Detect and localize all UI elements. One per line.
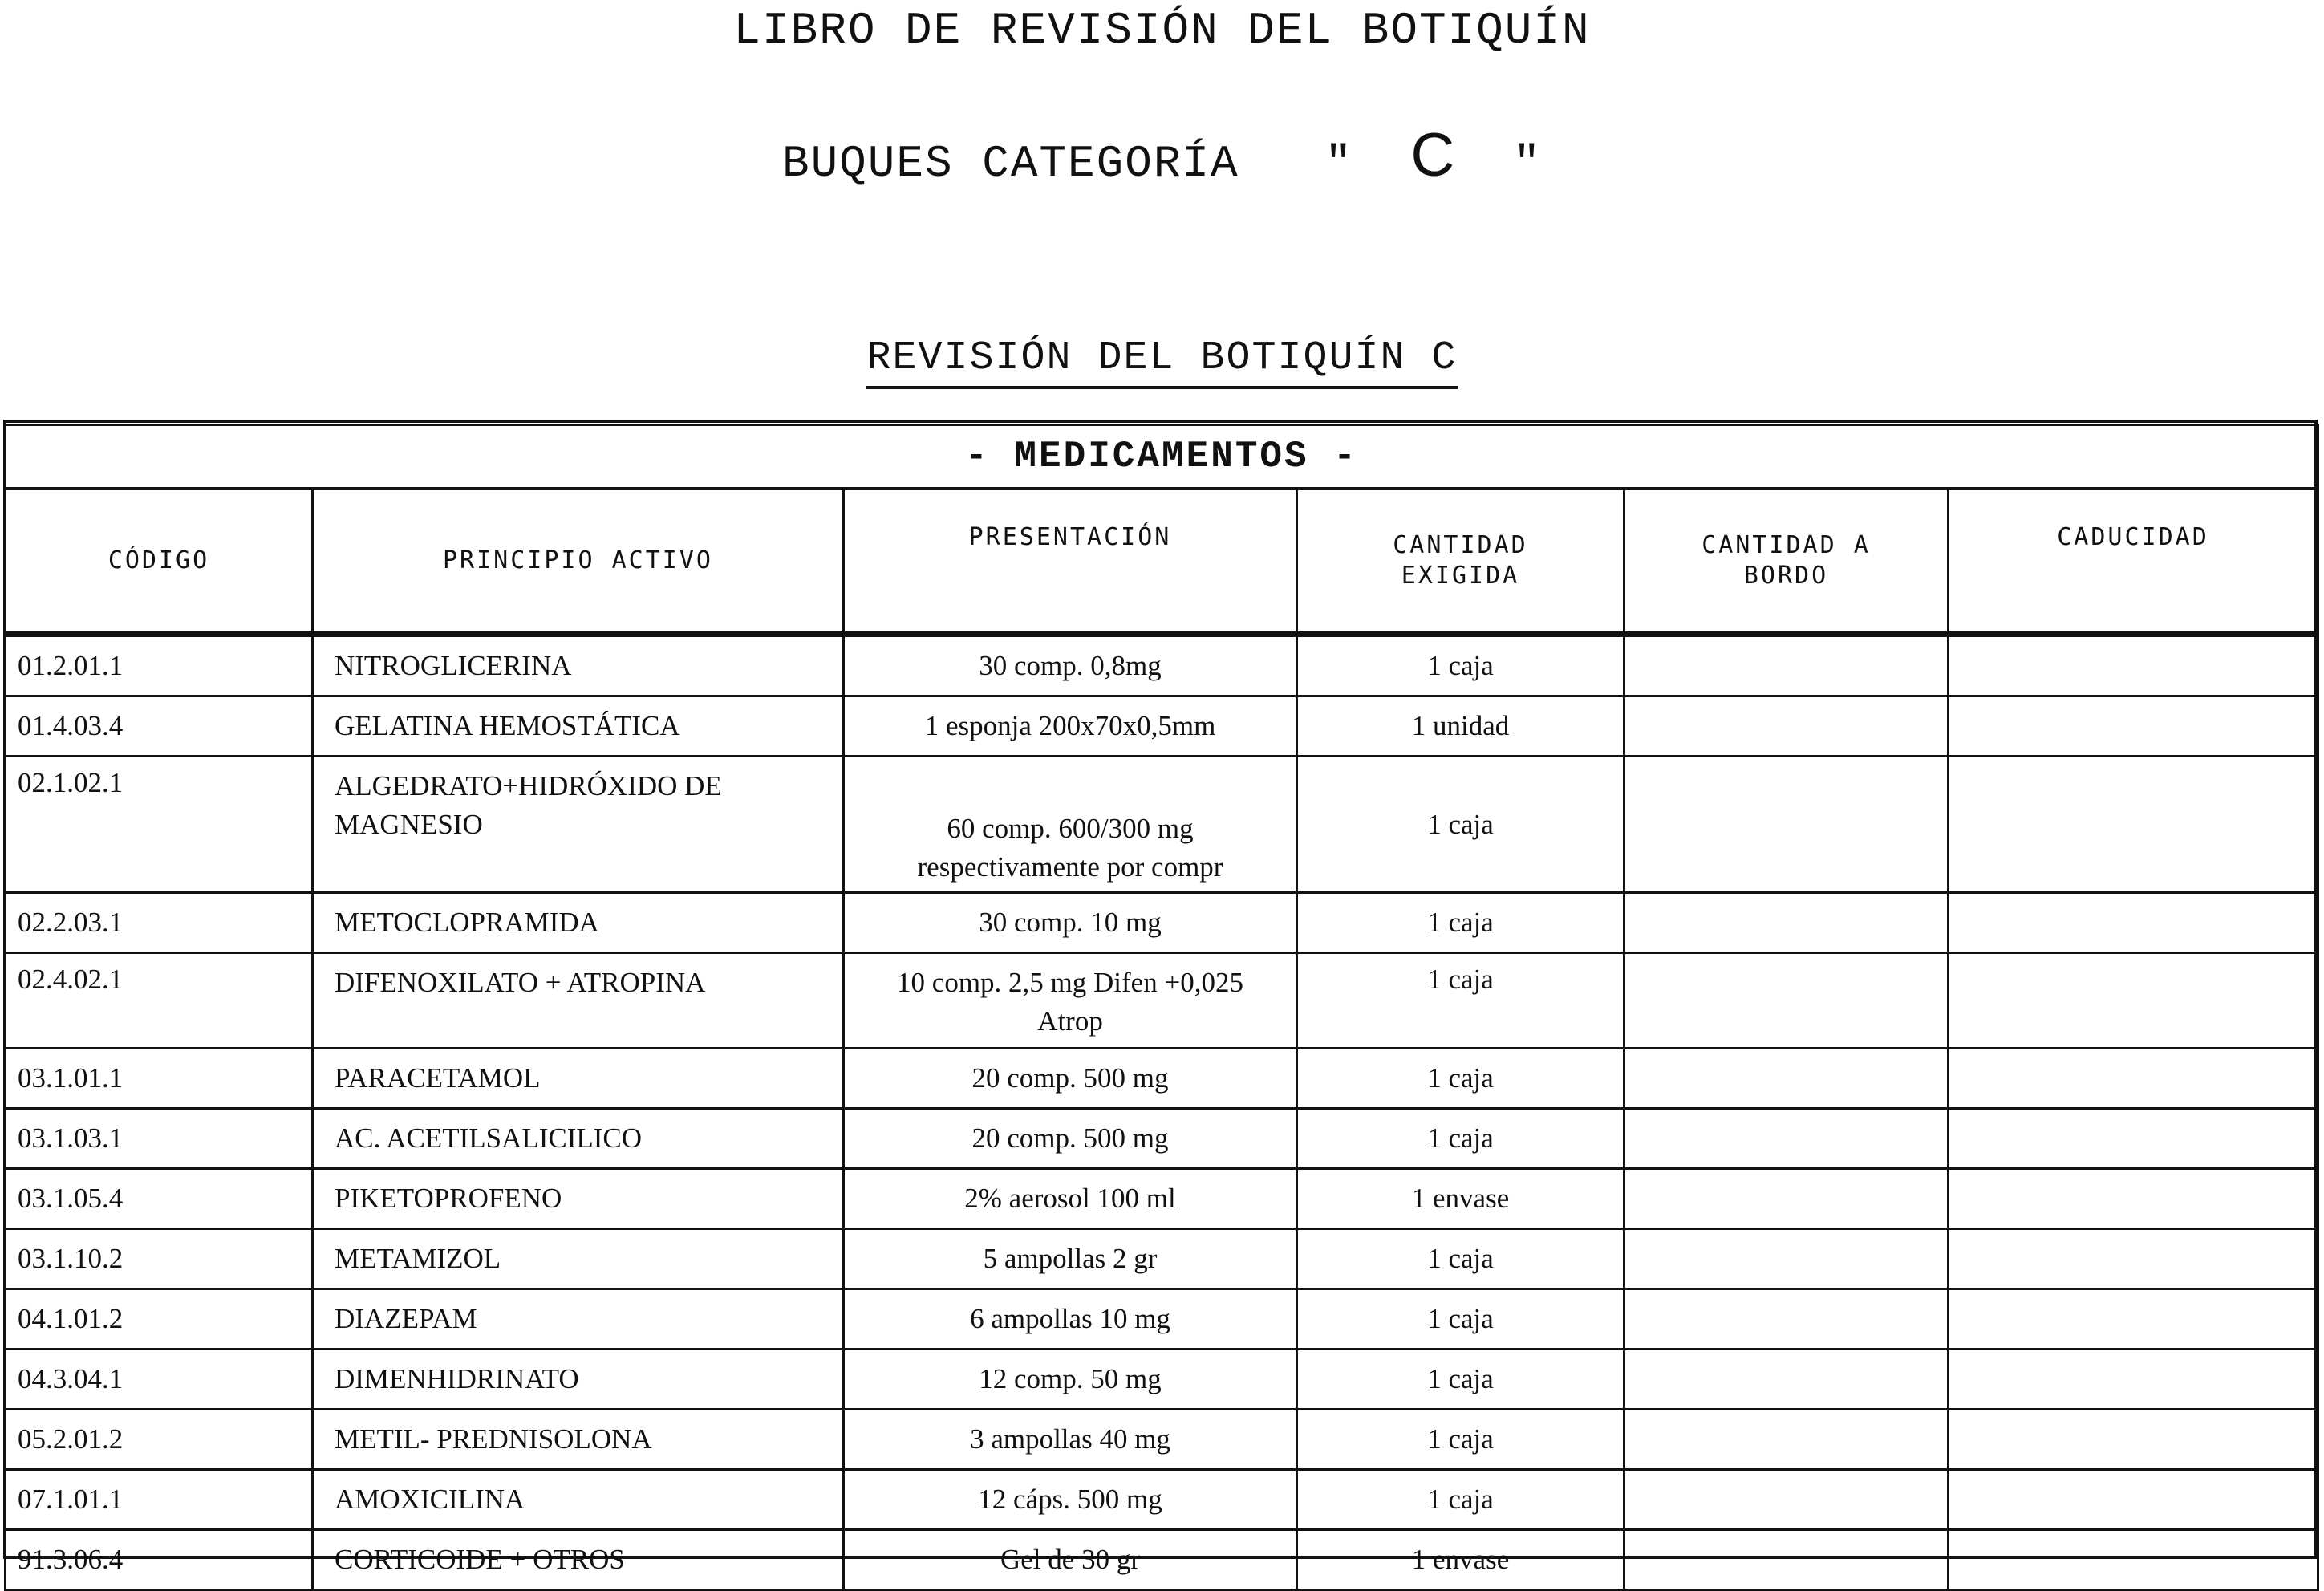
principio-value: DIAZEPAM (335, 1303, 477, 1334)
header-codigo: CÓDIGO (6, 489, 313, 635)
cell-cantidad-exigida (1297, 1410, 1624, 1470)
cell-presentacion (844, 1530, 1297, 1590)
cell-codigo (6, 757, 313, 893)
cell-principio-activo (313, 1530, 844, 1590)
cell-cantidad-a-bordo (1624, 1229, 1949, 1289)
cell-principio-activo (313, 696, 844, 757)
cantidad-exigida-value: 1 caja (1427, 907, 1494, 938)
codigo-value: 01.2.01.1 (18, 650, 124, 681)
cell-presentacion (844, 1229, 1297, 1289)
cell-presentacion (844, 1109, 1297, 1169)
cell-principio-activo (313, 1410, 844, 1470)
category-letter: C (1410, 121, 1457, 189)
cell-presentacion (844, 1289, 1297, 1350)
cell-caducidad (1949, 635, 2318, 696)
cell-principio-activo (313, 953, 844, 1049)
cell-cantidad-exigida (1297, 1470, 1624, 1530)
subtitle-prefix: BUQUES CATEGORÍA (781, 138, 1239, 189)
cantidad-exigida-value: 1 caja (1427, 1062, 1494, 1094)
cell-codigo (6, 635, 313, 696)
cell-principio-activo (313, 1049, 844, 1109)
cell-cantidad-exigida (1297, 635, 1624, 696)
header-cantidad-a-bordo (1624, 489, 1949, 635)
codigo-value: 03.1.01.1 (18, 1062, 124, 1094)
cell-caducidad (1949, 1109, 2318, 1169)
cell-caducidad (1949, 893, 2318, 953)
header-principio-activo: PRINCIPIO ACTIVO (313, 489, 844, 635)
table-row (6, 635, 2318, 696)
cell-cantidad-a-bordo (1624, 1350, 1949, 1410)
codigo-value: 01.4.03.4 (18, 710, 124, 741)
codigo-value: 07.1.01.1 (18, 1483, 124, 1515)
cell-cantidad-a-bordo (1624, 1530, 1949, 1590)
principio-value: PIKETOPROFENO (335, 1183, 562, 1214)
cell-caducidad (1949, 953, 2318, 1049)
cell-cantidad-exigida (1297, 696, 1624, 757)
cell-codigo (6, 1109, 313, 1169)
cell-principio-activo (313, 1470, 844, 1530)
cell-presentacion (844, 696, 1297, 757)
principio-value: CORTICOIDE + OTROS (335, 1544, 625, 1575)
presentacion-value: 5 ampollas 2 gr (983, 1243, 1158, 1274)
cell-cantidad-exigida (1297, 893, 1624, 953)
cell-cantidad-exigida (1297, 1109, 1624, 1169)
medication-table (4, 424, 2319, 1591)
cell-cantidad-exigida (1297, 757, 1624, 893)
header-exigida-line1: CANTIDAD (1393, 531, 1528, 559)
table-row (6, 1410, 2318, 1470)
table-row (6, 696, 2318, 757)
section-title (0, 335, 2324, 381)
table-row (6, 1470, 2318, 1530)
table-row (6, 1169, 2318, 1229)
cell-cantidad-a-bordo (1624, 1470, 1949, 1530)
presentacion-value: 1 esponja 200x70x0,5mm (924, 710, 1216, 741)
section-header: - MEDICAMENTOS - (6, 425, 2318, 489)
cell-presentacion (844, 1350, 1297, 1410)
presentacion-value: 20 comp. 500 mg (971, 1122, 1169, 1154)
header-abordo-line2: BORDO (1743, 562, 1829, 590)
cell-codigo (6, 1049, 313, 1109)
header-abordo-line1: CANTIDAD A (1701, 531, 1871, 559)
table-row (6, 1350, 2318, 1410)
cell-cantidad-a-bordo (1624, 1169, 1949, 1229)
cell-codigo (6, 1289, 313, 1350)
cell-presentacion (844, 1169, 1297, 1229)
principio-value: AMOXICILINA (335, 1483, 525, 1515)
cell-cantidad-a-bordo (1624, 635, 1949, 696)
codigo-value: 04.3.04.1 (18, 1363, 124, 1394)
codigo-value: 05.2.01.2 (18, 1423, 124, 1455)
cell-codigo (6, 1530, 313, 1590)
codigo-value: 91.3.06.4 (18, 1544, 124, 1575)
principio-value: DIMENHIDRINATO (335, 1363, 579, 1394)
presentacion-value: 60 comp. 600/300 mg (947, 813, 1194, 844)
cell-cantidad-exigida (1297, 1049, 1624, 1109)
cell-presentacion (844, 757, 1297, 893)
codigo-value: 04.1.01.2 (18, 1303, 124, 1334)
principio-value: DIFENOXILATO + ATROPINA (335, 967, 706, 998)
cell-cantidad-a-bordo (1624, 1049, 1949, 1109)
cell-codigo (6, 696, 313, 757)
cell-caducidad (1949, 1410, 2318, 1470)
cell-codigo (6, 1229, 313, 1289)
principio-value: AC. ACETILSALICILICO (335, 1122, 643, 1154)
codigo-value: 03.1.05.4 (18, 1183, 124, 1214)
cell-codigo (6, 953, 313, 1049)
presentacion-value: Gel de 30 gr (1000, 1544, 1140, 1575)
cell-caducidad (1949, 1289, 2318, 1350)
cell-principio-activo (313, 1109, 844, 1169)
table-row (6, 1289, 2318, 1350)
cell-codigo (6, 1350, 313, 1410)
cell-caducidad (1949, 1470, 2318, 1530)
principio-value-line2: MAGNESIO (335, 809, 483, 840)
cantidad-exigida-value: 1 caja (1427, 1423, 1494, 1455)
cantidad-exigida-value: 1 caja (1427, 808, 1494, 840)
cell-caducidad (1949, 1350, 2318, 1410)
cell-caducidad (1949, 757, 2318, 893)
cell-presentacion (844, 1049, 1297, 1109)
open-quote: " (1324, 138, 1354, 189)
cell-cantidad-exigida (1297, 1350, 1624, 1410)
cantidad-exigida-value: 1 caja (1427, 964, 1494, 995)
presentacion-value-line2: respectivamente por compr (917, 851, 1223, 883)
cell-caducidad (1949, 1169, 2318, 1229)
table-row (6, 953, 2318, 1049)
principio-value: GELATINA HEMOSTÁTICA (335, 710, 680, 741)
table-row (6, 757, 2318, 893)
cantidad-exigida-value: 1 caja (1427, 1122, 1494, 1154)
presentacion-value: 12 comp. 50 mg (979, 1363, 1162, 1394)
cell-cantidad-a-bordo (1624, 893, 1949, 953)
presentacion-value: 12 cáps. 500 mg (978, 1483, 1162, 1515)
cell-codigo (6, 1169, 313, 1229)
cell-caducidad (1949, 1229, 2318, 1289)
principio-value: METOCLOPRAMIDA (335, 907, 599, 938)
codigo-value: 02.1.02.1 (18, 767, 124, 798)
presentacion-value: 6 ampollas 10 mg (970, 1303, 1170, 1334)
cantidad-exigida-value: 1 envase (1411, 1183, 1510, 1214)
cell-cantidad-a-bordo (1624, 1410, 1949, 1470)
cell-principio-activo (313, 1229, 844, 1289)
cantidad-exigida-value: 1 caja (1427, 1303, 1494, 1334)
cell-cantidad-exigida (1297, 1289, 1624, 1350)
cell-cantidad-exigida (1297, 953, 1624, 1049)
document-title: LIBRO DE REVISIÓN DEL BOTIQUÍN (733, 5, 1591, 56)
codigo-value: 03.1.03.1 (18, 1122, 124, 1154)
principio-value: ALGEDRATO+HIDRÓXIDO DE (335, 770, 722, 802)
cell-principio-activo (313, 893, 844, 953)
cell-codigo (6, 893, 313, 953)
cell-principio-activo (313, 757, 844, 893)
principio-value: METAMIZOL (335, 1243, 501, 1274)
cell-cantidad-a-bordo (1624, 696, 1949, 757)
cantidad-exigida-value: 1 caja (1427, 1363, 1494, 1394)
cell-presentacion (844, 635, 1297, 696)
codigo-value: 02.2.03.1 (18, 907, 124, 938)
principio-value: NITROGLICERINA (335, 650, 572, 681)
presentacion-value: 3 ampollas 40 mg (970, 1423, 1170, 1455)
table-row (6, 1109, 2318, 1169)
cell-cantidad-exigida (1297, 1229, 1624, 1289)
table-row (6, 893, 2318, 953)
presentacion-value: 30 comp. 10 mg (979, 907, 1162, 938)
presentacion-value: 20 comp. 500 mg (971, 1062, 1169, 1094)
cantidad-exigida-value: 1 envase (1411, 1544, 1510, 1575)
principio-value: METIL- PREDNISOLONA (335, 1423, 652, 1455)
header-caducidad: CADUCIDAD (1949, 489, 2318, 635)
cantidad-exigida-value: 1 caja (1427, 1483, 1494, 1515)
cell-presentacion (844, 1410, 1297, 1470)
cell-presentacion (844, 1470, 1297, 1530)
presentacion-value: 2% aerosol 100 ml (964, 1183, 1176, 1214)
presentacion-value-line2: Atrop (1037, 1005, 1103, 1037)
document-subtitle (0, 120, 2324, 190)
cell-cantidad-exigida (1297, 1169, 1624, 1229)
cell-cantidad-a-bordo (1624, 1109, 1949, 1169)
cell-presentacion (844, 953, 1297, 1049)
cell-caducidad (1949, 696, 2318, 757)
section-title-text: REVISIÓN DEL BOTIQUÍN C (866, 335, 1457, 389)
cell-cantidad-a-bordo (1624, 757, 1949, 893)
codigo-value: 02.4.02.1 (18, 964, 124, 995)
presentacion-value: 30 comp. 0,8mg (979, 650, 1162, 681)
header-exigida-line2: EXIGIDA (1401, 562, 1520, 590)
codigo-value: 03.1.10.2 (18, 1243, 124, 1274)
presentacion-value: 10 comp. 2,5 mg Difen +0,025 (897, 967, 1243, 998)
cell-codigo (6, 1410, 313, 1470)
cell-caducidad (1949, 1049, 2318, 1109)
cell-cantidad-exigida (1297, 1530, 1624, 1590)
close-quote: " (1513, 138, 1543, 189)
cell-caducidad (1949, 1530, 2318, 1590)
cantidad-exigida-value: 1 unidad (1411, 710, 1510, 741)
cell-principio-activo (313, 1169, 844, 1229)
table-row (6, 1229, 2318, 1289)
cell-codigo (6, 1470, 313, 1530)
cantidad-exigida-value: 1 caja (1427, 650, 1494, 681)
cell-principio-activo (313, 635, 844, 696)
cell-presentacion (844, 893, 1297, 953)
cell-cantidad-a-bordo (1624, 953, 1949, 1049)
header-presentacion: PRESENTACIÓN (844, 489, 1297, 635)
header-cantidad-exigida (1297, 489, 1624, 635)
principio-value: PARACETAMOL (335, 1062, 541, 1094)
cantidad-exigida-value: 1 caja (1427, 1243, 1494, 1274)
cell-principio-activo (313, 1289, 844, 1350)
cell-cantidad-a-bordo (1624, 1289, 1949, 1350)
cell-principio-activo (313, 1350, 844, 1410)
table-row (6, 1049, 2318, 1109)
table-row (6, 1530, 2318, 1590)
